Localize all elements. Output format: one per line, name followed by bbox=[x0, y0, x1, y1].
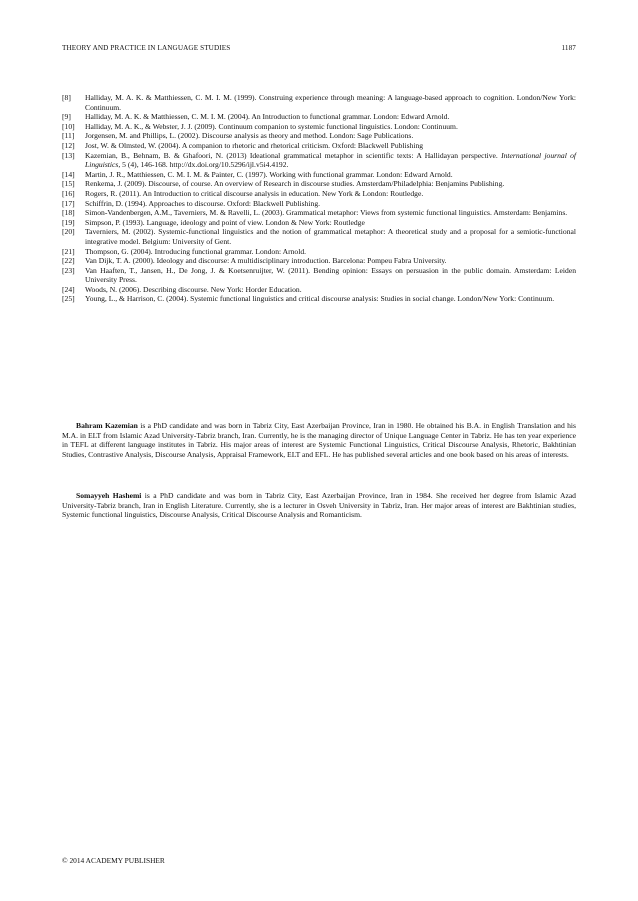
reference-number: [8] bbox=[62, 93, 71, 102]
reference-text-part: Kazemian, B., Behnam, B. & Ghafoori, N. (2013) Ideational grammatical metaphor in scientific texts: A Hallidayan perspective. bbox=[85, 150, 502, 160]
reference-number: [17] bbox=[62, 198, 75, 208]
reference-item bbox=[62, 208, 576, 218]
page-number: 1187 bbox=[561, 44, 576, 52]
reference-item bbox=[62, 189, 576, 199]
reference-number: [22] bbox=[62, 256, 75, 266]
journal-name-italic: International journal of Linguistics bbox=[85, 150, 576, 170]
copyright-footer: © 2014 ACADEMY PUBLISHER bbox=[62, 856, 165, 865]
reference-item bbox=[62, 218, 576, 228]
reference-item bbox=[62, 141, 576, 151]
reference-text: Taverniers, M. (2002). Systemic-functional linguistics and the notion of grammatical metaphor: A theoretical study and a proposal for a semiotic-functional integrative model. Belgium: University of Gent. bbox=[85, 227, 576, 246]
reference-item bbox=[62, 151, 576, 170]
reference-number: [9] bbox=[62, 112, 71, 122]
reference-text: Martin, J. R., Matthiessen, C. M. I. M. & Painter, C. (1997). Working with functional grammar. London: Edward Arnold. bbox=[85, 169, 453, 179]
reference-text: Rogers, R. (2011). An Introduction to critical discourse analysis in education. New York & London: Routledge. bbox=[85, 188, 424, 198]
reference-item bbox=[62, 256, 576, 266]
author-bio-hashemi bbox=[62, 491, 576, 520]
reference-text: Jost, W. & Olmsted, W. (2004). A companion to rhetoric and rhetorical criticism. Oxford: Blackwell Publishing bbox=[85, 140, 424, 150]
reference-number: [11] bbox=[62, 131, 75, 141]
author-bio-text: is a PhD candidate and was born in Tabriz City, East Azerbaijan Province, Iran in 1984. She received her degree from Islamic Azad University-Tabriz branch, Iran in English Literature. Currently, she is a lecturer in Osveh University in Tabriz, Iran. Her major areas of interest are Bakhtinian studies, Systemic functional linguistics, Discourse Analysis, Critical Discourse Analysis and Romanticism. bbox=[62, 491, 576, 520]
author-bio-kazemian bbox=[62, 421, 576, 459]
author-name: Somayyeh Hashemi bbox=[76, 491, 142, 500]
reference-number: [19] bbox=[62, 217, 75, 227]
reference-number: [13] bbox=[62, 150, 75, 160]
reference-number: [15] bbox=[62, 179, 75, 189]
reference-text: Jorgensen, M. and Phillips, L. (2002). Discourse analysis as theory and method. London: Sage Publications. bbox=[85, 131, 414, 141]
reference-text: Simpson, P. (1993). Language, ideology and point of view. London & New York: Routledge bbox=[85, 217, 365, 227]
reference-item bbox=[62, 93, 576, 112]
reference-item bbox=[62, 112, 576, 122]
reference-number: [18] bbox=[62, 208, 75, 218]
reference-text: Halliday, M. A. K., & Webster, J. J. (2009). Continuum companion to systemic functional linguistics. London: Continuum. bbox=[85, 121, 458, 131]
reference-item bbox=[62, 170, 576, 180]
reference-item bbox=[62, 285, 576, 295]
reference-number: [16] bbox=[62, 188, 75, 198]
reference-number: [10] bbox=[62, 121, 75, 131]
reference-text: Van Haaften, T., Jansen, H., De Jong, J. & Koetsenruijter, W. (2011). Bending opinion: Essays on persuasion in the public domain. Amsterdam: Leiden University Press. bbox=[85, 265, 576, 285]
reference-list bbox=[62, 93, 576, 304]
reference-text: Young, L., & Harrison, C. (2004). Systemic functional linguistics and critical discourse analysis: Studies in social change. London/New York: Continuum. bbox=[85, 294, 555, 304]
journal-title: THEORY AND PRACTICE IN LANGUAGE STUDIES bbox=[62, 44, 231, 52]
reference-text: Simon-Vandenbergen, A.M., Taverniers, M. & Ravelli, L. (2003). Grammatical metaphor: Views from systemic functional linguistics. Amsterdam: Benjamins. bbox=[85, 208, 568, 218]
reference-text: Woods, N. (2006). Describing discourse. New York: Horder Education. bbox=[85, 284, 302, 294]
reference-item bbox=[62, 227, 576, 246]
reference-item bbox=[62, 247, 576, 257]
author-bio-text: is a PhD candidate and was born in Tabriz City, East Azerbaijan Province, Iran in 1980. He obtained his B.A. in English Translation and his M.A. in ELT from Islamic Azad University-Tabriz branch, Iran. Currently, he is the managing director of Unique Language Center in Tabriz. He has ten year experience in TEFL at different language institutes in Tabriz. His major areas of interest are Systemic Functional Linguistics, Critical Discourse Analysis, Rhetoric, Bakhtinian Studies, Contrastive Analysis, Discourse Analysis, Appraisal Framework, ELT and EFL. He has published several articles and one book based on his areas of interests. bbox=[62, 421, 576, 459]
running-header bbox=[62, 44, 576, 56]
reference-text: Thompson, G. (2004). Introducing functional grammar. London: Arnold. bbox=[85, 246, 307, 256]
reference-item bbox=[62, 266, 576, 285]
reference-number: [21] bbox=[62, 246, 75, 256]
reference-number: [20] bbox=[62, 227, 75, 237]
reference-item bbox=[62, 179, 576, 189]
reference-text: Van Dijk, T. A. (2000). Ideology and discourse: A multidisciplinary introduction. Barcelona: Pompeu Fabra University. bbox=[85, 256, 447, 266]
reference-number: [14] bbox=[62, 169, 75, 179]
reference-number: [23] bbox=[62, 265, 75, 275]
reference-item bbox=[62, 131, 576, 141]
reference-text: Renkema, J. (2009). Discourse, of course. An overview of Research in discourse studies. Amsterdam/Philadelphia: Benjamins Publishing. bbox=[85, 179, 505, 189]
reference-text: Halliday, M. A. K. & Matthiessen, C. M. I. M. (1999). Construing experience through meaning: A language-based approach to cognition. London/New York: Continuum. bbox=[85, 93, 576, 112]
reference-item bbox=[62, 199, 576, 209]
reference-text: Halliday, M. A. K. & Matthiessen, C. M. I. M. (2004). An Introduction to functional grammar. London: Edward Arnold. bbox=[85, 112, 450, 122]
reference-text-part: , 5 (4), 146-168. http://dx.doi.org/10.5296/ijl.v5i4.4192. bbox=[118, 160, 289, 170]
reference-number: [25] bbox=[62, 294, 75, 304]
author-name: Bahram Kazemian bbox=[76, 421, 138, 430]
reference-number: [12] bbox=[62, 140, 75, 150]
reference-text: Schiffrin, D. (1994). Approaches to discourse. Oxford: Blackwell Publishing. bbox=[85, 198, 321, 208]
reference-number: [24] bbox=[62, 284, 75, 294]
reference-item bbox=[62, 122, 576, 132]
reference-item bbox=[62, 294, 576, 304]
